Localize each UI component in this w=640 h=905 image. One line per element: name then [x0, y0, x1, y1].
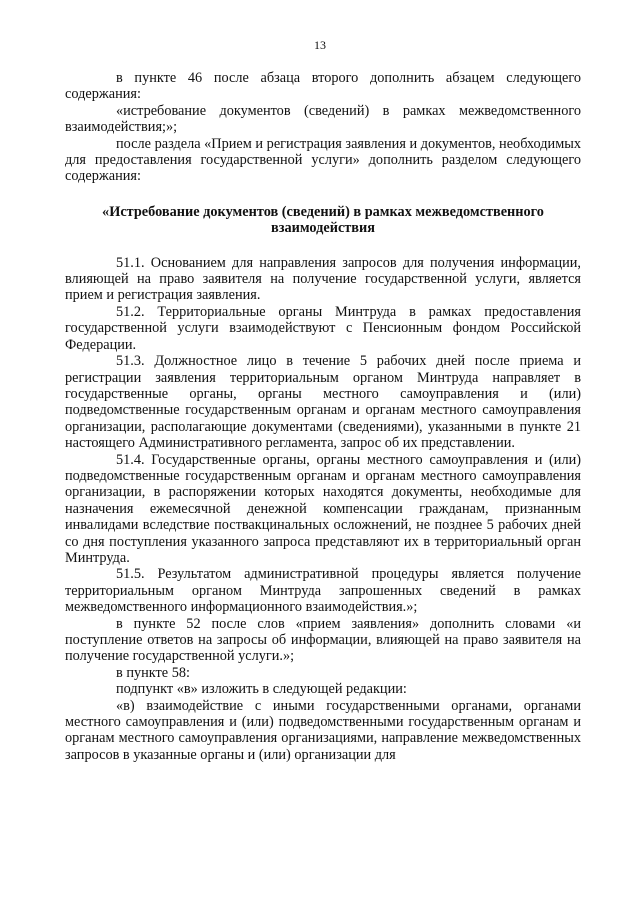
paragraph: «в) взаимодействие с иными государственными органами, органами местного самоуправления и (или) подведомственными государственным органам и органам местного самоуправления организациями, направление межведомственных запросов в указанные органы и (или) организации для [65, 697, 581, 763]
section-title: «Истребование документов (сведений) в рамках межведомственного взаимодействия [102, 203, 544, 237]
paragraph-51-1: 51.1. Основанием для направления запросов для получения информации, влияющей на право заявителя на получение государственной услуги, является прием и регистрация заявления. [65, 254, 581, 304]
paragraph-51-5: 51.5. Результатом административной процедуры является получение территориальным органом Минтруда запрошенных сведений в рамках межведомственного информационного взаимодействия.»; [65, 566, 581, 616]
paragraph: в пункте 46 после абзаца второго дополнить абзацем следующего содержания: [65, 70, 581, 103]
document-body [65, 70, 581, 763]
page-number: 13 [314, 38, 326, 52]
paragraph: «истребование документов (сведений) в рамках межведомственного взаимодействия;»; [65, 102, 581, 136]
paragraph: после раздела «Прием и регистрация заявления и документов, необходимых для предоставления государственной услуги» дополнить разделом следующего содержания: [65, 135, 581, 185]
paragraph-51-4: 51.4. Государственные органы, органы местного самоуправления и (или) подведомственные государственным органам и органам местного самоуправления организации, в распоряжении которых находятся документы, необходимые для назначения ежемесячной денежной компенсации гражданам, признанным инвалидами вследствие поствакцинальных осложнений, не позднее 5 рабочих дней со дня поступления указанного запроса представляют их в территориальный орган Минтруда. [65, 451, 581, 566]
paragraph: подпункт «в» изложить в следующей редакции: [116, 681, 407, 698]
paragraph: в пункте 58: [116, 664, 190, 681]
paragraph-51-2: 51.2. Территориальные органы Минтруда в рамках предоставления государственной услуги взаимодействуют с Пенсионным фондом Российской Федерации. [65, 303, 581, 353]
paragraph-51-3: 51.3. Должностное лицо в течение 5 рабочих дней после приема и регистрации заявления территориальным органом Минтруда направляет в государственные органы, органы местного самоуправления и (или) подведомственные государственным органам и органам местного самоуправления организации, располагающие документами (сведениями), указанными в пункте 21 настоящего Административного регламента, запрос об их представлении. [65, 353, 581, 452]
paragraph: в пункте 52 после слов «прием заявления» дополнить словами «и поступление ответов на запросы об информации, влияющей на право заявителя на получение государственной услуги.»; [65, 615, 581, 665]
